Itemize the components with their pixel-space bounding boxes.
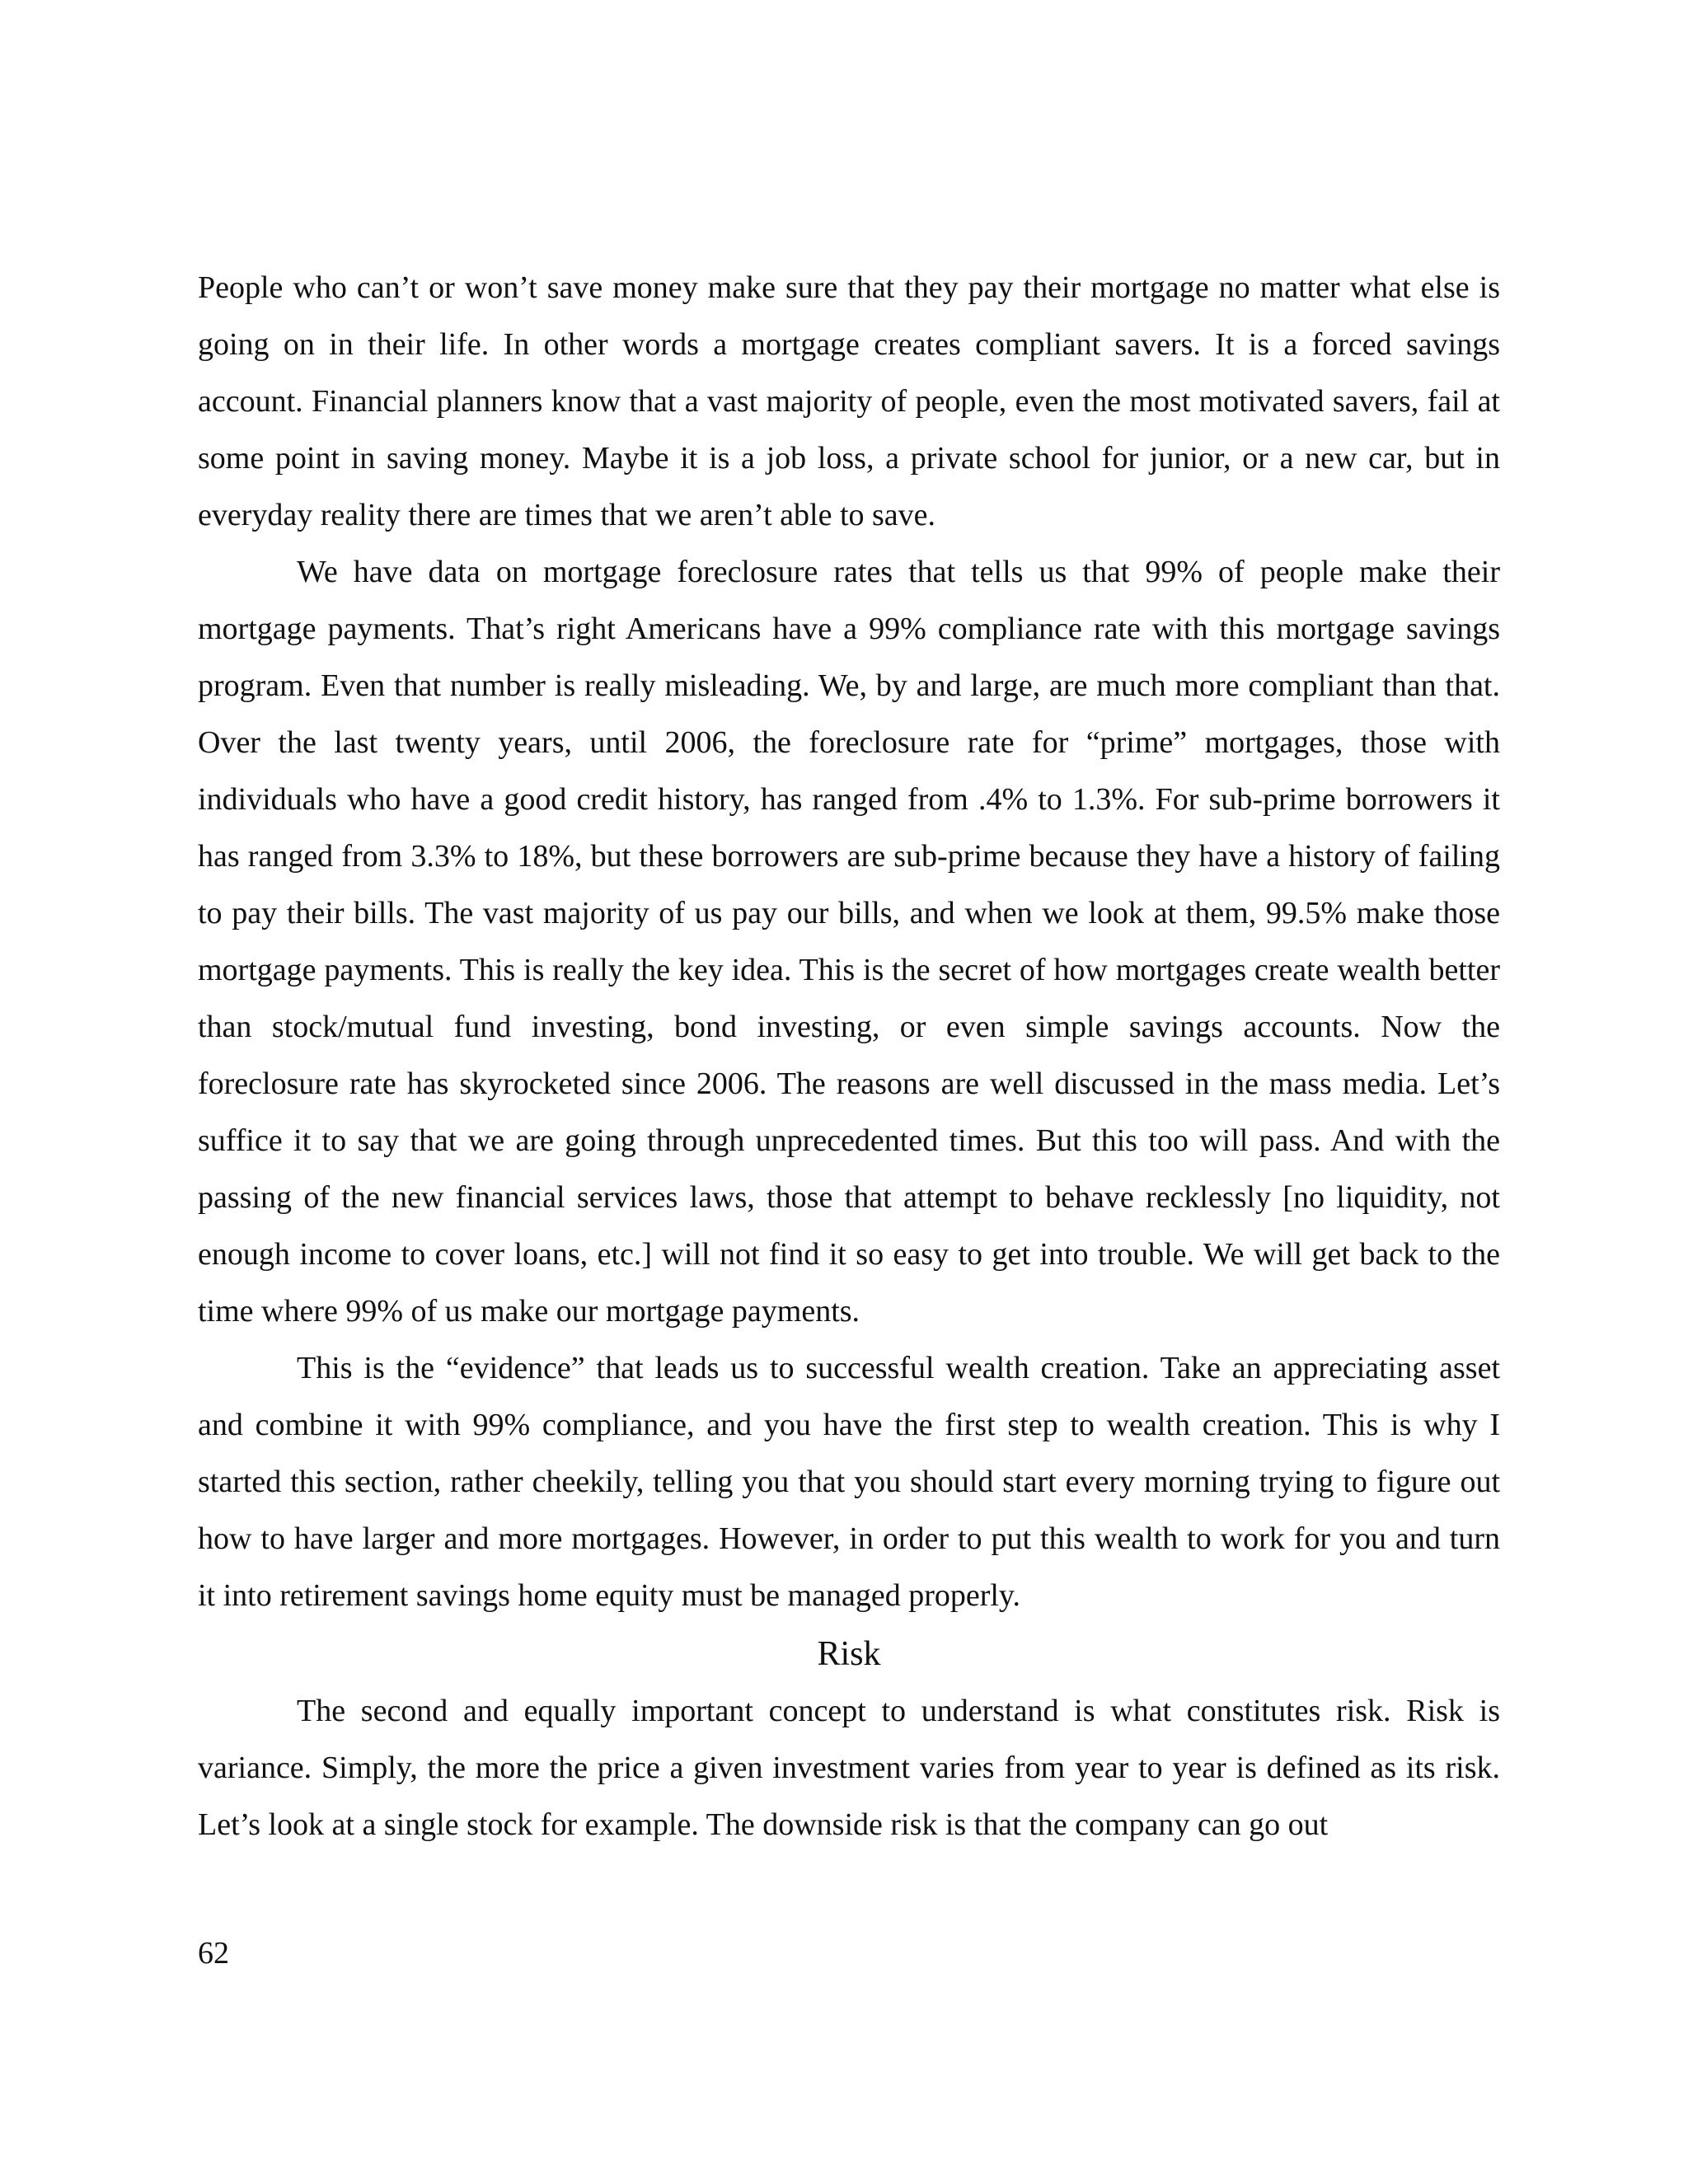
paragraph-foreclosure-rates: We have data on mortgage foreclosure rates that tells us that 99% of people make their mortgage payments. That’s right Americans have a 99% compliance rate with this mortgage savings program. Even that number is really misleading. We, by and large, are much more compliant than that. Over the last twenty years, until 2006, the foreclosure rate for “prime” mortgages, those with individuals who have a good credit history, has ranged from .4% to 1.3%. For sub-prime borrowers it has ranged from 3.3% to 18%, but these borrowers are sub-prime because they have a history of failing to pay their bills. The vast majority of us pay our bills, and when we look at them, 99.5% make those mortgage payments. This is really the key idea. This is the secret of how mortgages create wealth better than stock/mutual fund investing, bond investing, or even simple savings accounts. Now the foreclosure rate has skyrocketed since 2006. The reasons are well discussed in the mass media. Let’s suffice it to say that we are going through unprecedented times. But this too will pass. And with the passing of the new financial services laws, those that attempt to behave recklessly [no liquidity, not enough income to cover loans, etc.] will not find it so easy to get into trouble. We will get back to the time where 99% of us make our mortgage payments. bbox=[198, 555, 1500, 1329]
page-number: 62 bbox=[198, 1936, 229, 1971]
paragraph-compliant-savers: People who can’t or won’t save money make sure that they pay their mortgage no matter what else is going on in their life. In other words a mortgage creates compliant savers. It is a forced savings account. Financial planners know that a vast majority of people, even the most motivated savers, fail at some point in saving money. Maybe it is a job loss, a private school for junior, or a new car, but in everyday reality there are times that we aren’t able to save. bbox=[198, 270, 1500, 532]
body-text bbox=[198, 260, 1500, 1854]
section-heading-risk: Risk bbox=[817, 1635, 881, 1673]
paragraph-wealth-evidence: This is the “evidence” that leads us to successful wealth creation. Take an appreciating asset and combine it with 99% compliance, and you have the first step to wealth creation. This is why I started this section, rather cheekily, telling you that you should start every morning trying to figure out how to have larger and more mortgages. However, in order to put this wealth to work for you and turn it into retirement savings home equity must be managed properly. bbox=[198, 1351, 1500, 1613]
paragraph-risk-definition: The second and equally important concept to understand is what constitutes risk. Risk is variance. Simply, the more the price a given investment varies from year to year is defined as its risk. Let’s look at a single stock for example. The downside risk is that the company can go out bbox=[198, 1694, 1500, 1842]
